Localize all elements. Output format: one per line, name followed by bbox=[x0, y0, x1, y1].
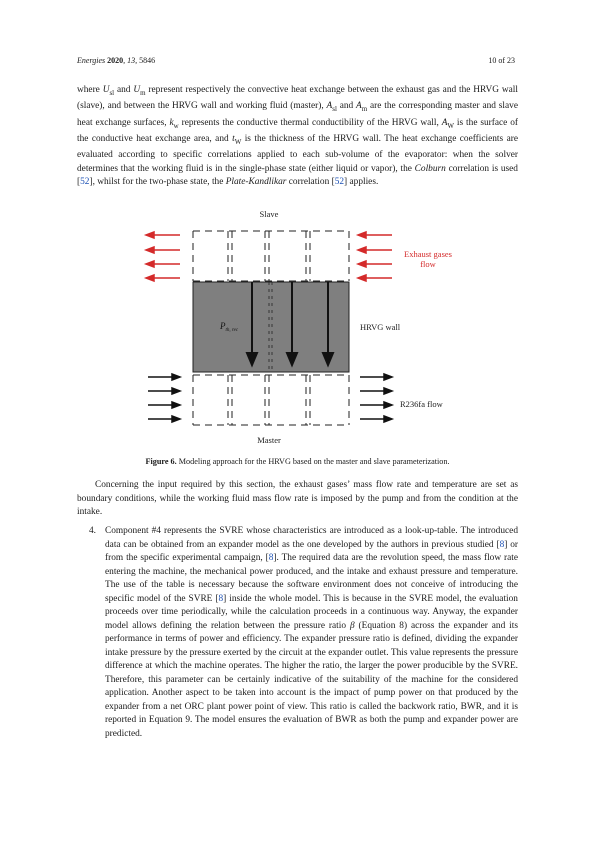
r236fa-arrows-right bbox=[360, 374, 392, 422]
caption-label: Figure 6. bbox=[145, 457, 177, 466]
p-th-rec-label: $P_{th, rec}$ bbox=[220, 321, 239, 333]
list-item-4 bbox=[77, 525, 518, 741]
r236fa-label: R236fa flow bbox=[400, 399, 443, 409]
paragraph-2: Concerning the input required by this section, the exhaust gases’ mass flow rate and temperature are set as boundary conditions, while the working fluid mass flow rate is imposed by the pump and from the condition at the intake. bbox=[77, 480, 518, 517]
running-header-journal: Energies 2020, 13, 5846 bbox=[77, 56, 156, 65]
citation-link[interactable]: 8 bbox=[218, 593, 224, 604]
list-number: 4. bbox=[89, 526, 97, 536]
slave-label: Slave bbox=[259, 209, 279, 219]
figure-6-hrvg-diagram bbox=[140, 205, 500, 450]
citation-link[interactable]: 8 bbox=[499, 539, 505, 550]
paragraph-1: where $U_{sl}$ and $U_m$ represent respectively the convective heat exchange between the exhaust gas and the HRVG wall (slave), and between the HRVG wall and working fluid (master), $A_{sl}$ and $A_m$ are the corresponding master and slave heat exchange surfaces, $k_w$ represents the conductive thermal conductibility of the HRVG wall, $A_W$ is the surface of the conductive heat exchange area, and $t_W$ is the thickness of the HRVG wall. The heat exchange coefficients are evaluated according to specific correlations applied to each sub-volume of the evaporator: when the solver determines that the working fluid is in the single-phase state (either liquid or vapor), the Colburn correlation is used [52], whilst for the two-phase state, the Plate-Kandlikar correlation [52] applies. bbox=[77, 85, 519, 188]
caption-text: Modeling approach for the HRVG based on the master and slave parameterization. bbox=[176, 457, 450, 466]
hrvg-diagram-svg bbox=[140, 205, 500, 450]
list-item-body: Component #4 represents the SVRE whose characteristics are introduced as a look-up-table. The introduced data can be obtained from an expander model as the one developed by the authors in previous studied [8] or from the specific experimental campaign, [8]. The required data are the revolution speed, the mass flow rate entering the machine, the mechanical power produced, and the intake and exhaust pressure and temperature. The use of the table is necessary because the software environment does not conceive of introducing the specific model of the SVRE [8] inside the whole model. This is because in the SVRE model, the evaluation proceeds over time periodically, while the calculation proceeds in a continuous way. Anyway, the expander model allows defining the relation between the pressure ratio β (Equation 8) across the expander and its performance in terms of power and efficiency. The expander pressure ratio is defined, dividing the expander intake pressure by the pressure exerted by the circuit at the expander outlet. This value represents the pressure difference at which the machine operates. The higher the ratio, the larger the power producible by the SVRE. Therefore, this parameter can be certainly indicative of the suitability of the machine for the considered application. Another aspect to be taken into account is the impact of pump power on that produced by the expander from a net ORC plant power point of view. This ratio is called the backwork ratio, BWR, and it is reported in Equation 9. The model ensures the evaluation of BWR as both the pump and expander power are predicted. bbox=[105, 526, 519, 739]
exhaust-label-line1: Exhaust gases bbox=[404, 249, 452, 259]
page-number: 10 of 23 bbox=[488, 56, 515, 65]
journal-year: 2020 bbox=[107, 56, 124, 65]
master-volume-block bbox=[193, 375, 349, 425]
citation-link[interactable]: 52 bbox=[334, 177, 345, 188]
citation-link[interactable]: 8 bbox=[268, 553, 274, 563]
figure-caption bbox=[77, 457, 518, 466]
exhaust-label-line2: flow bbox=[420, 259, 436, 269]
hrvg-wall-label: HRVG wall bbox=[360, 322, 401, 332]
slave-volume-block bbox=[193, 231, 349, 281]
citation-link[interactable]: 52 bbox=[80, 177, 90, 188]
r236fa-arrows-left bbox=[148, 374, 180, 422]
exhaust-arrows-right bbox=[358, 232, 392, 281]
journal-name: Energies bbox=[77, 56, 106, 65]
journal-volume: 13 bbox=[127, 56, 136, 65]
article-number: 5846 bbox=[139, 56, 156, 65]
exhaust-arrows-left bbox=[146, 232, 180, 281]
master-label: Master bbox=[257, 435, 281, 445]
